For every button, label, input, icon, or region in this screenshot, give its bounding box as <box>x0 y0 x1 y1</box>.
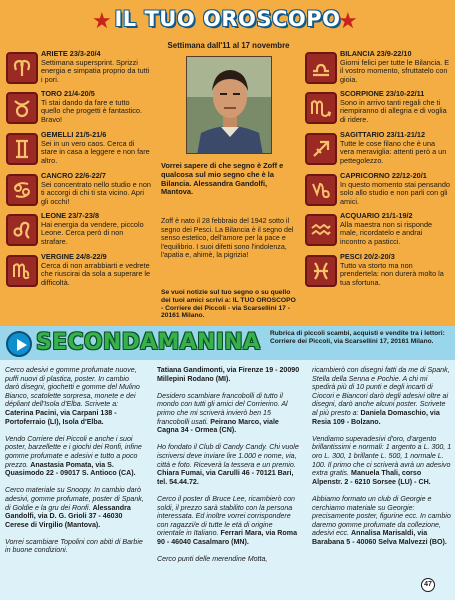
classified-ad <box>312 495 452 547</box>
sign-text <box>340 131 450 165</box>
zodiac-sign <box>4 90 152 132</box>
ads-column-1 <box>5 366 145 564</box>
scorpion-icon <box>305 92 337 124</box>
classified-ad <box>157 555 300 564</box>
lion-icon <box>6 214 38 246</box>
page-number: 47 <box>421 578 435 592</box>
ad-text: Vendo Corriere dei Piccoli e anche i suoi poster, barzellette e i giochi dei Ronfi, infine gomme profumate e adesivi e tutto a poco prezzo. <box>5 434 142 469</box>
ad-address: , via Firenze 19 - 20090 Millepini Rodano (MI). <box>157 366 300 383</box>
question-author: Alessandra Gandolfi, Mantova. <box>161 178 268 197</box>
secondamanina-header <box>0 326 455 360</box>
sign-name: SAGITTARIO 23/11-21/12 <box>340 130 426 139</box>
classified-ad <box>312 366 452 426</box>
classified-ad <box>157 495 300 547</box>
archer-icon <box>305 133 337 165</box>
sign-text <box>41 50 151 84</box>
sign-name: CAPRICORNO 22/12-20/1 <box>340 171 427 180</box>
sign-name: ARIETE 23/3-20/4 <box>41 49 101 58</box>
ads-column-2 <box>157 366 300 572</box>
ad-name: Anastasia Pomata <box>30 460 92 469</box>
sign-text <box>340 212 450 246</box>
sign-forecast: Sono in arrivo tanti regali che ti riempiranno di allegria e di voglia di ridere. <box>340 97 447 124</box>
zodiac-sign <box>303 50 451 92</box>
zodiac-sign <box>303 131 451 173</box>
ad-address: , via Roma 90 - 46040 Casalmaro (MN). <box>157 529 298 546</box>
sign-name: TORO 21/4-20/5 <box>41 89 95 98</box>
reader-question <box>161 162 299 197</box>
reader-question-column <box>157 36 300 325</box>
ad-address: , via Carpani 138 - Portoferraio (LI), Isola d'Elba. <box>5 408 117 426</box>
fish-icon <box>305 255 337 287</box>
zodiac-sign <box>4 50 152 92</box>
sign-text <box>340 50 450 84</box>
ad-name: Ferrari Mara <box>220 529 262 538</box>
question-text: Vorrei sapere di che segno è Zoff e qualcosa sul mio segno che è la Bilancia. <box>161 161 284 188</box>
horoscope-title: IL TUO OROSCOPO <box>114 7 341 31</box>
ad-text: Vorrei scambiare Topolini con abiti di Barbie in buone condizioni. <box>5 537 143 555</box>
sign-text <box>41 253 151 287</box>
ad-address: , via Resia 109 - Bolzano. <box>312 408 440 426</box>
sign-forecast: Ti stai dando da fare e tutto quello che progetti è fantastico. Bravo! <box>41 97 143 124</box>
zodiac-sign <box>4 212 152 254</box>
rubric-description: Rubrica di piccoli scambi, acquisti e vendite tra i lettori: Corriere dei Piccoli, via Scarsellini 17, 20161 Milano. <box>270 330 445 345</box>
star-icon: ★ <box>338 8 358 33</box>
sign-name: ACQUARIO 21/1-19/2 <box>340 211 413 220</box>
twins-icon <box>6 133 38 165</box>
maiden-icon <box>6 255 38 287</box>
sign-name: CANCRO 22/6-22/7 <box>41 171 106 180</box>
sign-name: VERGINE 24/8-22/9 <box>41 252 107 261</box>
ad-name: Annalisa Marisaldi <box>351 529 414 538</box>
ad-text: Ho fondato il Club di Candy Candy. Chi vuole iscriversi deve inviare lire 1.000 e nome, via, città e foto. Riceverà la tessera e un premio. <box>157 443 299 469</box>
ad-address: , via S. Quasimodo 22 - 09017 S. Antioco (CA). <box>5 460 136 478</box>
sign-text <box>340 253 450 287</box>
week-range: Settimana dall'11 al 17 novembre <box>167 41 290 50</box>
sign-forecast: In questo momento stai pensando solo allo studio e non parli con gli amici. <box>340 179 450 206</box>
secondamanina-logo <box>6 331 266 357</box>
classified-ad <box>312 435 452 487</box>
classified-ad <box>5 486 145 529</box>
contact-note: Se vuoi notizie sul tuo segno o su quello dei tuoi amici scrivi a: IL TUO OROSCOPO - Corriere dei Piccoli - via Scarsellini 17 - 20161 Milano. <box>161 289 296 320</box>
classified-ad <box>157 443 300 486</box>
ad-name: Peirano Marco <box>210 417 260 426</box>
ad-text: Abbiamo formato un club di Georgie e cerchiamo materiale su Georgie: precisamente poster, figurine ecc. In cambio daremo gomme profumate da collezione, adesivi ecc. <box>312 494 451 538</box>
classified-ad <box>5 538 145 555</box>
sign-text <box>41 131 151 165</box>
ad-address: , viale Cagna 34 - Ormea (CN). <box>157 417 279 435</box>
astrologer-answer: Zoff è nato il 28 febbraio del 1942 sotto il segno dei Pesci. La Bilancia è il segno del senso estetico, dell'amore per la pace e l'equilibrio. I suoi difetti sono l'indolenza, l'apatia e, ahimè, la pigrizia! <box>161 217 294 259</box>
star-icon: ★ <box>92 8 112 33</box>
classified-ad <box>157 366 300 383</box>
classified-ad <box>5 366 145 426</box>
classified-ad <box>5 435 145 478</box>
ad-text: Desidero scambiare francobolli di tutto il mondo con tutti gli amici del Corrierino. Al primo che mi scriverà invierò ben 15 francobolli usati. <box>157 391 288 426</box>
ad-text: ricambierò con disegni fatti da me di Spank, Stella della Senna e Pochie. A chi mi spedirà più di 10 punti e degli incarti di Ciocori e Biancori darò degli adesivi oltre ai disegni, darò anche alcuni poster. Scrivete al più presto a: <box>312 366 450 417</box>
sign-text <box>41 90 151 124</box>
ad-text: Cerco adesivi e gomme profumate nuove, puffi nuovi di plastica, poster. In cambio darò disegni, giochetti e gomme del Mulino Bianco, scatolette sorpresa, monete e dei dépliant dell'Isola d'Elba. Scrivete a: <box>5 366 140 409</box>
sign-name: BILANCIA 23/9-22/10 <box>340 49 412 58</box>
ad-name: Chiara Fumai <box>157 469 202 478</box>
zodiac-sign <box>303 253 451 295</box>
sign-forecast: Cerca di non arrabbiarti e vedrete che riuscirai da sola a superare le difficoltà. <box>41 260 151 287</box>
classified-ad <box>157 392 300 435</box>
ram-icon <box>6 52 38 84</box>
ad-text: Cerco il poster di Bruce Lee, ricambierò con soldi, il prezzo sarà stabilito con la persona interessata. Ed inoltre vorrei corrispondere con ragazzi/e di tutte le età di origine orientale in Italiano. <box>157 494 295 538</box>
crab-icon <box>6 174 38 206</box>
ads-column-3 <box>312 366 452 555</box>
goat-icon <box>305 174 337 206</box>
zoff-photo <box>186 56 272 154</box>
ad-address: , via Carulli 46 - 70121 Bari, tel. 54.44.72. <box>157 469 294 486</box>
sign-text <box>340 172 450 206</box>
sign-forecast: Sei in un vero caos. Cerca di stare in casa a leggere e non fare altro. <box>41 138 150 165</box>
sign-text <box>41 212 151 246</box>
sign-name: SCORPIONE 23/10-22/11 <box>340 89 425 98</box>
sign-name: LEONE 23/7-23/8 <box>41 211 99 220</box>
zodiac-sign <box>4 131 152 173</box>
ad-address: , via Barabana 5 - 40060 Selva Malvezzi (BO). <box>312 529 447 546</box>
ad-text: Cerco punti delle merendine Motta, <box>157 555 268 564</box>
zodiac-sign <box>303 90 451 132</box>
sign-text <box>41 172 151 206</box>
sign-name: PESCI 20/2-20/3 <box>340 252 395 261</box>
secondamanina-title: SECONDAMANINA <box>36 330 261 355</box>
sign-forecast: Settimana supersprint. Sprizzi energia e simpatia proprio da tutti i pori. <box>41 57 150 84</box>
zodiac-sign <box>303 172 451 214</box>
play-arrow-icon <box>6 331 32 357</box>
sign-forecast: Alla maestra non si risponde male, ricordatelo e andrai incontro a pasticci. <box>340 219 433 246</box>
ad-address: , via D. G. Grioli 37 - 46030 Cerese di Virgilio (Mantova). <box>5 512 123 529</box>
ad-text: Vendiamo superadesivi d'oro, d'argento brillantissimi e normali: 1 argento a L. 300, 1 oro L. 300, 1 brillante L. 500, 1 normale L. 100. Il primo che ci scriverà avrà un adesivo extra gratis. <box>312 434 452 478</box>
bull-icon <box>6 92 38 124</box>
ad-name: Tatiana Gandimonti <box>157 366 223 374</box>
ad-name: Alessandra Gandolfi <box>5 503 131 521</box>
zodiac-sign <box>4 172 152 214</box>
sign-name: GEMELLI 21/5-21/6 <box>41 130 107 139</box>
ad-name: Caterina Pacini <box>5 408 57 417</box>
sign-forecast: Giorni felici per tutte le Bilancia. E il vostro momento, sfruttatelo con gioia. <box>340 57 450 84</box>
sign-forecast: Tutto va storto ma non prendertela: non durerà molto la tua sfortuna. <box>340 260 444 287</box>
zodiac-sign <box>4 253 152 295</box>
ad-name: Daniela Domaschio <box>360 408 426 417</box>
zodiac-sign <box>303 212 451 254</box>
ad-address: , corso Alpenstr. 2 - 6210 Sorsee (LU) - CH. <box>312 469 431 486</box>
sign-text <box>340 90 450 124</box>
sign-forecast: Hai energia da vendere, piccolo Leone. Cerca però di non strafare. <box>41 219 144 246</box>
ad-name: Manuela Thali <box>351 469 398 478</box>
water-bearer-icon <box>305 214 337 246</box>
ad-text: Cerco materiale su Snoopy. In cambio darò adesivi, gomme profumate, poster di Spank, di Goldie e la gru dei Ronfi. <box>5 486 144 512</box>
horoscope-header <box>0 2 455 37</box>
sign-forecast: Tutte le cose filano che è una vera meraviglia: attenti però a un pettegolezzo. <box>340 138 447 165</box>
sign-forecast: Sei concentrato nello studio e non ti accorgi di chi ti sta vicino. Apri gli occhi! <box>41 179 151 206</box>
secondamanina-section <box>0 326 455 600</box>
scales-icon <box>305 52 337 84</box>
